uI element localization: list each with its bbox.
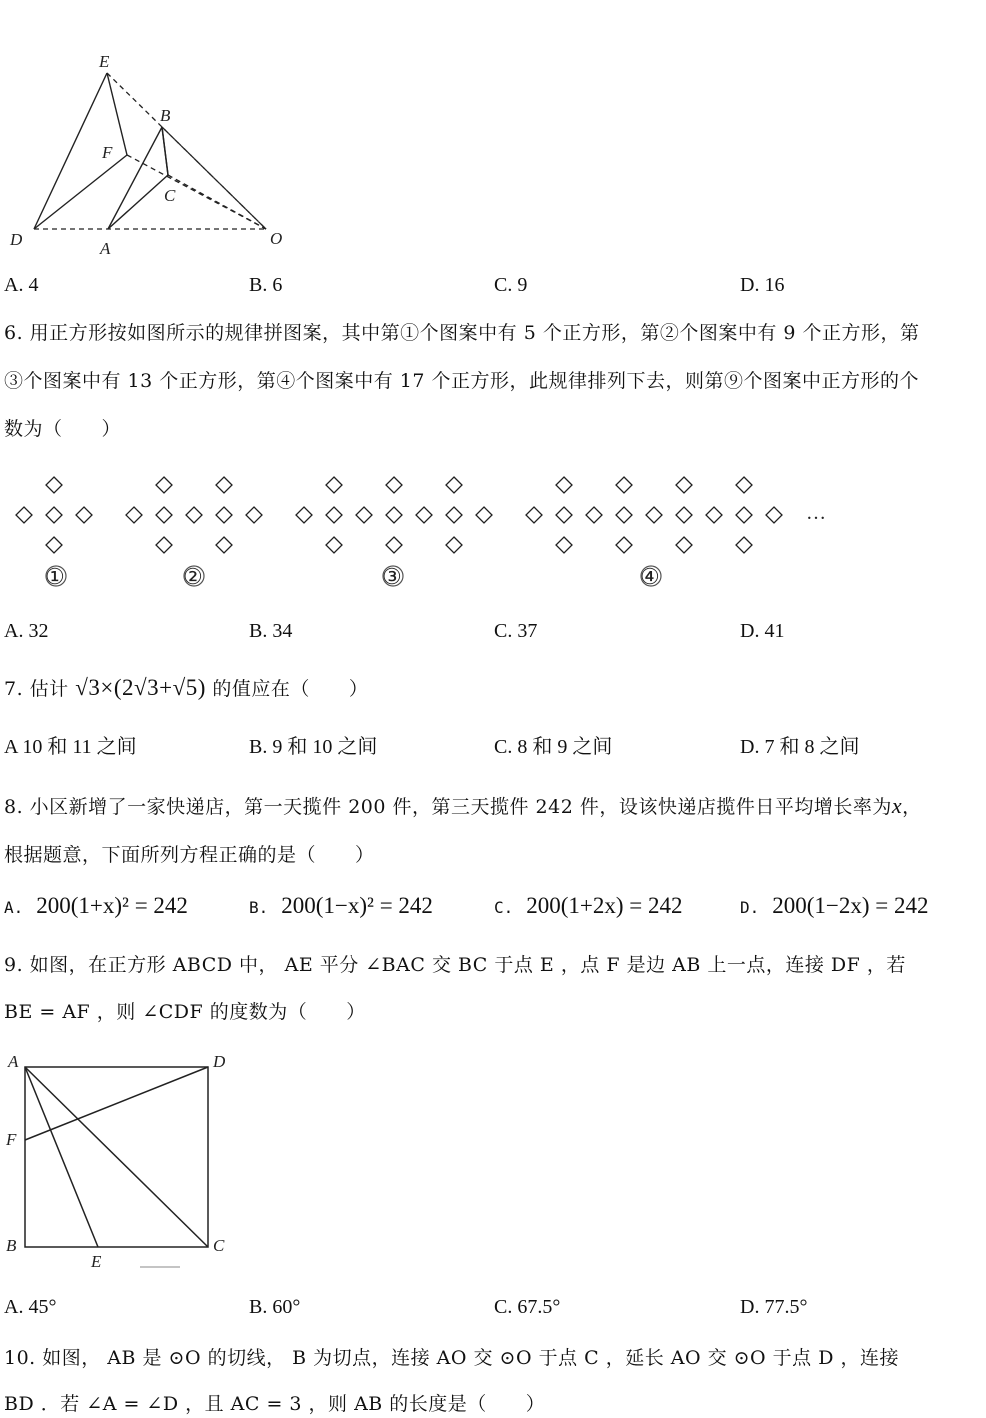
pattern-2-square-mid-3 (216, 507, 232, 523)
pattern-4-square-top-3 (616, 477, 632, 493)
pattern-2-square-bottom-1 (156, 537, 172, 553)
q8-option-a-letter: A. (4, 898, 24, 917)
question-5-figure (0, 45, 300, 260)
pattern-1-square-mid-0 (16, 507, 32, 523)
pattern-2-square-top-3 (216, 477, 232, 493)
pattern-3-square-bottom-5 (446, 537, 462, 553)
q7-option-a[interactable]: A 10 和 11 之间 (4, 736, 137, 758)
q9-option-c[interactable]: C. 67.5° (494, 1296, 561, 1318)
q7-suffix: 的值应在（ ） (212, 678, 369, 700)
pattern-4-square-top-1 (556, 477, 572, 493)
pattern-3-square-bottom-3 (386, 537, 402, 553)
q7-expression: √3×(2√3+√5) (75, 675, 206, 700)
pattern-4-square-bottom-5 (676, 537, 692, 553)
pattern-2-square-mid-4 (246, 507, 262, 523)
q5-option-b[interactable]: B. 6 (249, 274, 283, 296)
q6-text-line-1: 6. 用正方形按如图所示的规律拼图案，其中第①个图案中有 5 个正方形，第②个图案中有 9 个正方形，第 (4, 322, 920, 344)
pattern-2-square-mid-1 (156, 507, 172, 523)
pattern-4-square-top-7 (736, 477, 752, 493)
pattern-1-square-bottom-1 (46, 537, 62, 553)
pattern-4-square-mid-7 (736, 507, 752, 523)
pattern-label-1: ① (45, 564, 65, 589)
q8-option-c[interactable] (494, 893, 683, 919)
q8-option-b-equation: 200(1−x)² = 242 (281, 893, 433, 918)
question-6-pattern-figure (0, 465, 860, 595)
q6-text-line-2: ③个图案中有 13 个正方形，第④个图案中有 17 个正方形，此规律排列下去，则第⑨个图案中正方形的个 (4, 370, 920, 392)
pattern-3-square-mid-4 (416, 507, 432, 523)
pattern-1-square-mid-1 (46, 507, 62, 523)
pattern-3-square-top-5 (446, 477, 462, 493)
label-B: B (160, 106, 171, 125)
pattern-4-square-bottom-3 (616, 537, 632, 553)
pattern-4-square-mid-4 (646, 507, 662, 523)
pattern-4-square-mid-0 (526, 507, 542, 523)
q5-option-d[interactable]: D. 16 (740, 274, 785, 296)
label-A: A (8, 1052, 19, 1071)
pattern-4-square-bottom-1 (556, 537, 572, 553)
pattern-3-square-bottom-1 (326, 537, 342, 553)
label-B: B (6, 1236, 17, 1255)
q7-option-d[interactable]: D. 7 和 8 之间 (740, 736, 860, 758)
q9-text-line-2: BE = AF ，则 ∠CDF 的度数为（ ） (4, 1001, 366, 1023)
pattern-1-square-top-1 (46, 477, 62, 493)
label-C: C (213, 1236, 225, 1255)
pattern-label-3: ③ (382, 564, 402, 589)
pattern-3-square-mid-1 (326, 507, 342, 523)
q7-option-b[interactable]: B. 9 和 10 之间 (249, 736, 378, 758)
q8-option-c-letter: C. (494, 898, 514, 917)
q10-text-line-1: 10. 如图， AB 是 ⊙O 的切线， B 为切点，连接 AO 交 ⊙O 于点 C ，延长 AO 交 ⊙O 于点 D ，连接 (4, 1347, 899, 1369)
q8-option-d[interactable] (740, 893, 929, 919)
q9-text-line-1: 9. 如图，在正方形 ABCD 中， AE 平分 ∠BAC 交 BC 于点 E ，点 F 是边 AB 上一点，连接 DF ，若 (4, 954, 906, 976)
pattern-1-square-mid-2 (76, 507, 92, 523)
q6-option-c[interactable]: C. 37 (494, 620, 538, 642)
q9-option-b[interactable]: B. 60° (249, 1296, 301, 1318)
label-D: D (213, 1052, 226, 1071)
q5-option-c[interactable]: C. 9 (494, 274, 528, 296)
q10-text-line-2: BD ．若 ∠A = ∠D ，且 AC = 3 ，则 AB 的长度是（ ） (4, 1393, 546, 1415)
pattern-4-square-mid-1 (556, 507, 572, 523)
q8-text-line-1 (4, 792, 922, 819)
label-D: D (10, 230, 23, 249)
pattern-4-square-mid-2 (586, 507, 602, 523)
label-F: F (6, 1130, 17, 1149)
q6-option-a[interactable]: A. 32 (4, 620, 49, 642)
pattern-4-square-bottom-7 (736, 537, 752, 553)
q8-option-b-letter: B. (249, 898, 269, 917)
pattern-4-square-mid-3 (616, 507, 632, 523)
label-C: C (164, 186, 176, 205)
q6-text-line-3: 数为（ ） (4, 418, 122, 440)
q9-option-a[interactable]: A. 45° (4, 1296, 57, 1318)
q8-comma: ， (902, 796, 922, 818)
pattern-2-square-mid-2 (186, 507, 202, 523)
q8-option-d-equation: 200(1−2x) = 242 (772, 893, 929, 918)
question-9-figure (0, 1045, 250, 1275)
label-A: A (100, 239, 111, 258)
q8-option-b[interactable] (249, 893, 433, 919)
q8-option-d-letter: D. (740, 898, 760, 917)
q7-prefix: 7. 估计 (4, 678, 69, 700)
q6-option-d[interactable]: D. 41 (740, 620, 785, 642)
q6-option-b[interactable]: B. 34 (249, 620, 293, 642)
q8-option-a[interactable] (4, 893, 188, 919)
pattern-2-square-bottom-3 (216, 537, 232, 553)
q8-variable: x (891, 793, 903, 818)
pattern-2-square-top-1 (156, 477, 172, 493)
q7-question (4, 674, 368, 701)
pattern-label-4: ④ (640, 564, 660, 589)
pattern-3-square-mid-6 (476, 507, 492, 523)
q9-option-d[interactable]: D. 77.5° (740, 1296, 808, 1318)
q7-option-c[interactable]: C. 8 和 9 之间 (494, 736, 613, 758)
q8-line-1-text: 8. 小区新增了一家快递店，第一天揽件 200 件，第三天揽件 242 件，设该快递店揽件日平均增长率为 (4, 796, 892, 818)
pattern-3-square-mid-5 (446, 507, 462, 523)
q8-text-line-2: 根据题意，下面所列方程正确的是（ ） (4, 844, 375, 866)
label-O: O (270, 229, 283, 248)
pattern-3-square-top-1 (326, 477, 342, 493)
pattern-4-square-mid-8 (766, 507, 782, 523)
pattern-2-square-mid-0 (126, 507, 142, 523)
pattern-4-square-top-5 (676, 477, 692, 493)
label-F: F (102, 143, 113, 162)
pattern-3-square-top-3 (386, 477, 402, 493)
q8-option-a-equation: 200(1+x)² = 242 (36, 893, 188, 918)
q5-option-a[interactable]: A. 4 (4, 274, 39, 296)
pattern-label-2: ② (183, 564, 203, 589)
pattern-3-square-mid-0 (296, 507, 312, 523)
pattern-3-square-mid-3 (386, 507, 402, 523)
pattern-ellipsis: … (806, 502, 826, 524)
pattern-3-square-mid-2 (356, 507, 372, 523)
q8-option-c-equation: 200(1+2x) = 242 (526, 893, 683, 918)
pattern-4-square-mid-5 (676, 507, 692, 523)
label-E: E (99, 52, 110, 71)
label-E: E (91, 1252, 102, 1271)
pattern-4-square-mid-6 (706, 507, 722, 523)
